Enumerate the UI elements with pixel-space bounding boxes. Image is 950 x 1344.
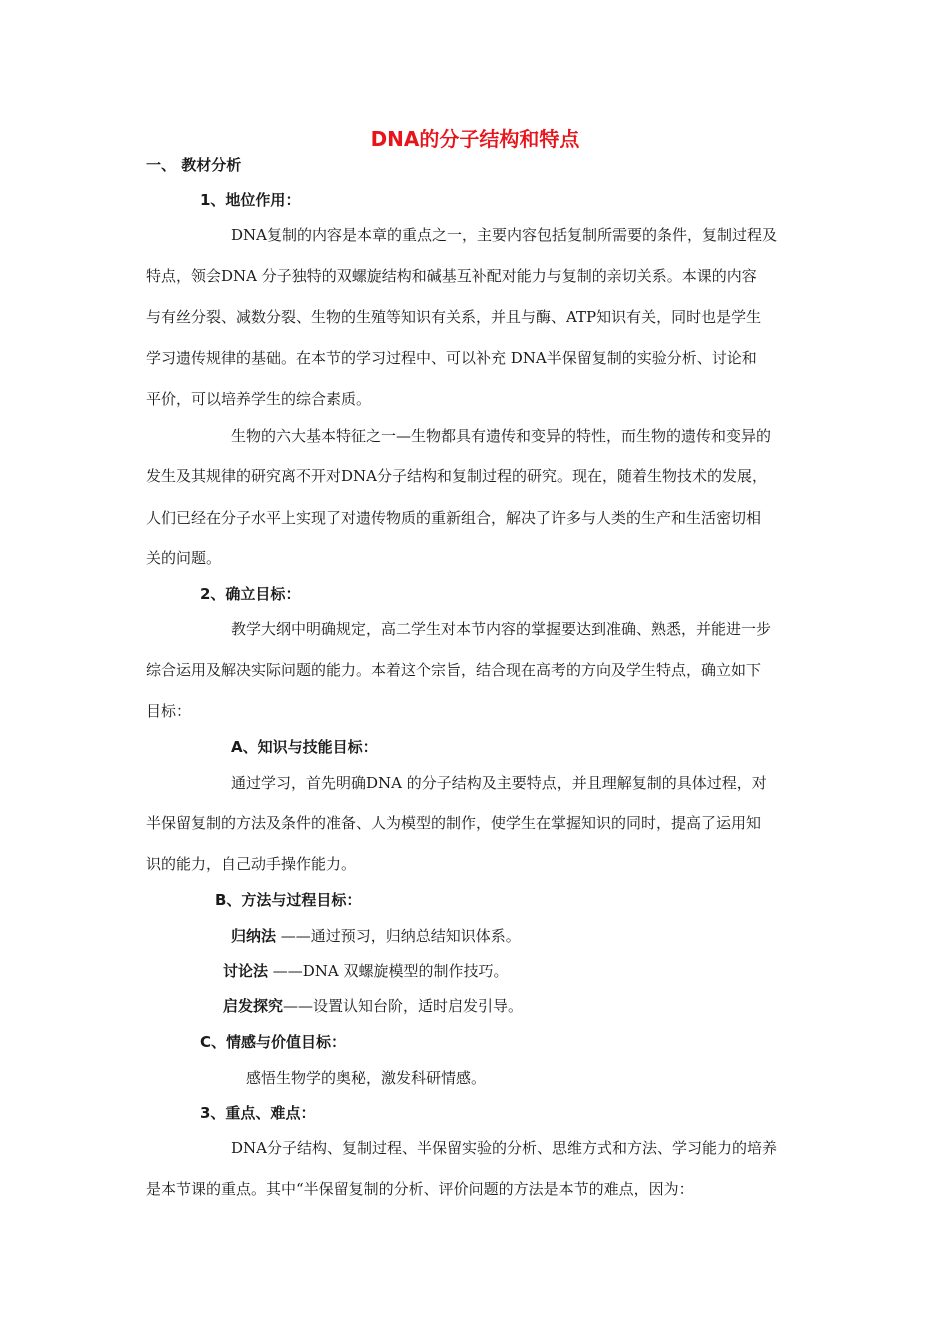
paragraph-line: 感悟生物学的奥秘，激发科研情感。 bbox=[246, 1069, 487, 1087]
paragraph-line: 目标： bbox=[146, 702, 192, 720]
paragraph-line: 综合运用及解决实际问题的能力。本着这个宗旨，结合现在高考的方向及学生特点，确立如下 bbox=[146, 661, 762, 679]
paragraph-line: 平价，可以培养学生的综合素质。 bbox=[146, 390, 372, 408]
method-text: ——通过预习，归纳总结知识体系。 bbox=[276, 927, 521, 945]
paragraph-line: 特点，领会DNA 分子独特的双螺旋结构和碱基互补配对能力与复制的亲切关系。本课的内容 bbox=[146, 267, 757, 285]
paragraph-line: 与有丝分裂、减数分裂、生物的生殖等知识有关系，并且与酶、ATP知识有关，同时也是学生 bbox=[146, 308, 762, 326]
paragraph-line: 学习遗传规律的基础。在本节的学习过程中、可以补充 DNA半保留复制的实验分析、讨论和 bbox=[146, 349, 757, 367]
section-heading-1: 一、 教材分析 bbox=[146, 156, 242, 174]
paragraph-line: 教学大纲中明确规定，高二学生对本节内容的掌握要达到准确、熟悉，并能进一步 bbox=[231, 620, 772, 638]
subheading-knowledge-goals: A、知识与技能目标： bbox=[231, 738, 378, 756]
method-item bbox=[231, 925, 521, 946]
document-title: DNA的分子结构和特点 bbox=[370, 127, 580, 151]
paragraph-line: DNA复制的内容是本章的重点之一，主要内容包括复制所需要的条件，复制过程及 bbox=[231, 226, 777, 244]
method-item bbox=[223, 960, 509, 981]
method-label: 讨论法 bbox=[223, 962, 269, 980]
subheading-method-goals: B、方法与过程目标： bbox=[215, 891, 362, 909]
paragraph-line: 发生及其规律的研究离不开对DNA分子结构和复制过程的研究。现在，随着生物技术的发展， bbox=[146, 467, 767, 485]
subheading-position-role: 1、地位作用： bbox=[200, 191, 301, 209]
method-label: 启发探究 bbox=[223, 997, 284, 1015]
paragraph-line: 人们已经在分子水平上实现了对遗传物质的重新组合，解决了许多与人类的生产和生活密切相 bbox=[146, 509, 762, 527]
method-item bbox=[223, 995, 523, 1016]
paragraph-line: 生物的六大基本特征之一—生物都具有遗传和变异的特性，而生物的遗传和变异的 bbox=[231, 427, 772, 445]
method-text: ——DNA 双螺旋模型的制作技巧。 bbox=[268, 962, 509, 980]
subheading-key-points: 3、重点、难点： bbox=[200, 1104, 316, 1122]
subheading-objectives: 2、确立目标： bbox=[200, 585, 301, 603]
paragraph-line: 半保留复制的方法及条件的准备、人为模型的制作，使学生在掌握知识的同时，提高了运用知 bbox=[146, 814, 762, 832]
paragraph-line: DNA分子结构、复制过程、半保留实验的分析、思维方式和方法、学习能力的培养 bbox=[231, 1139, 777, 1157]
method-label: 归纳法 bbox=[231, 927, 277, 945]
paragraph-line: 是本节课的重点。其中“半保留复制的分析、评价问题的方法是本节的难点，因为： bbox=[146, 1180, 694, 1198]
paragraph-line: 识的能力，自己动手操作能力。 bbox=[146, 855, 357, 873]
method-text: ——设置认知台阶，适时启发引导。 bbox=[283, 997, 524, 1015]
subheading-emotion-goals: C、情感与价值目标： bbox=[200, 1033, 347, 1051]
paragraph-line: 通过学习，首先明确DNA 的分子结构及主要特点，并且理解复制的具体过程，对 bbox=[231, 774, 767, 792]
paragraph-line: 关的问题。 bbox=[146, 549, 222, 567]
